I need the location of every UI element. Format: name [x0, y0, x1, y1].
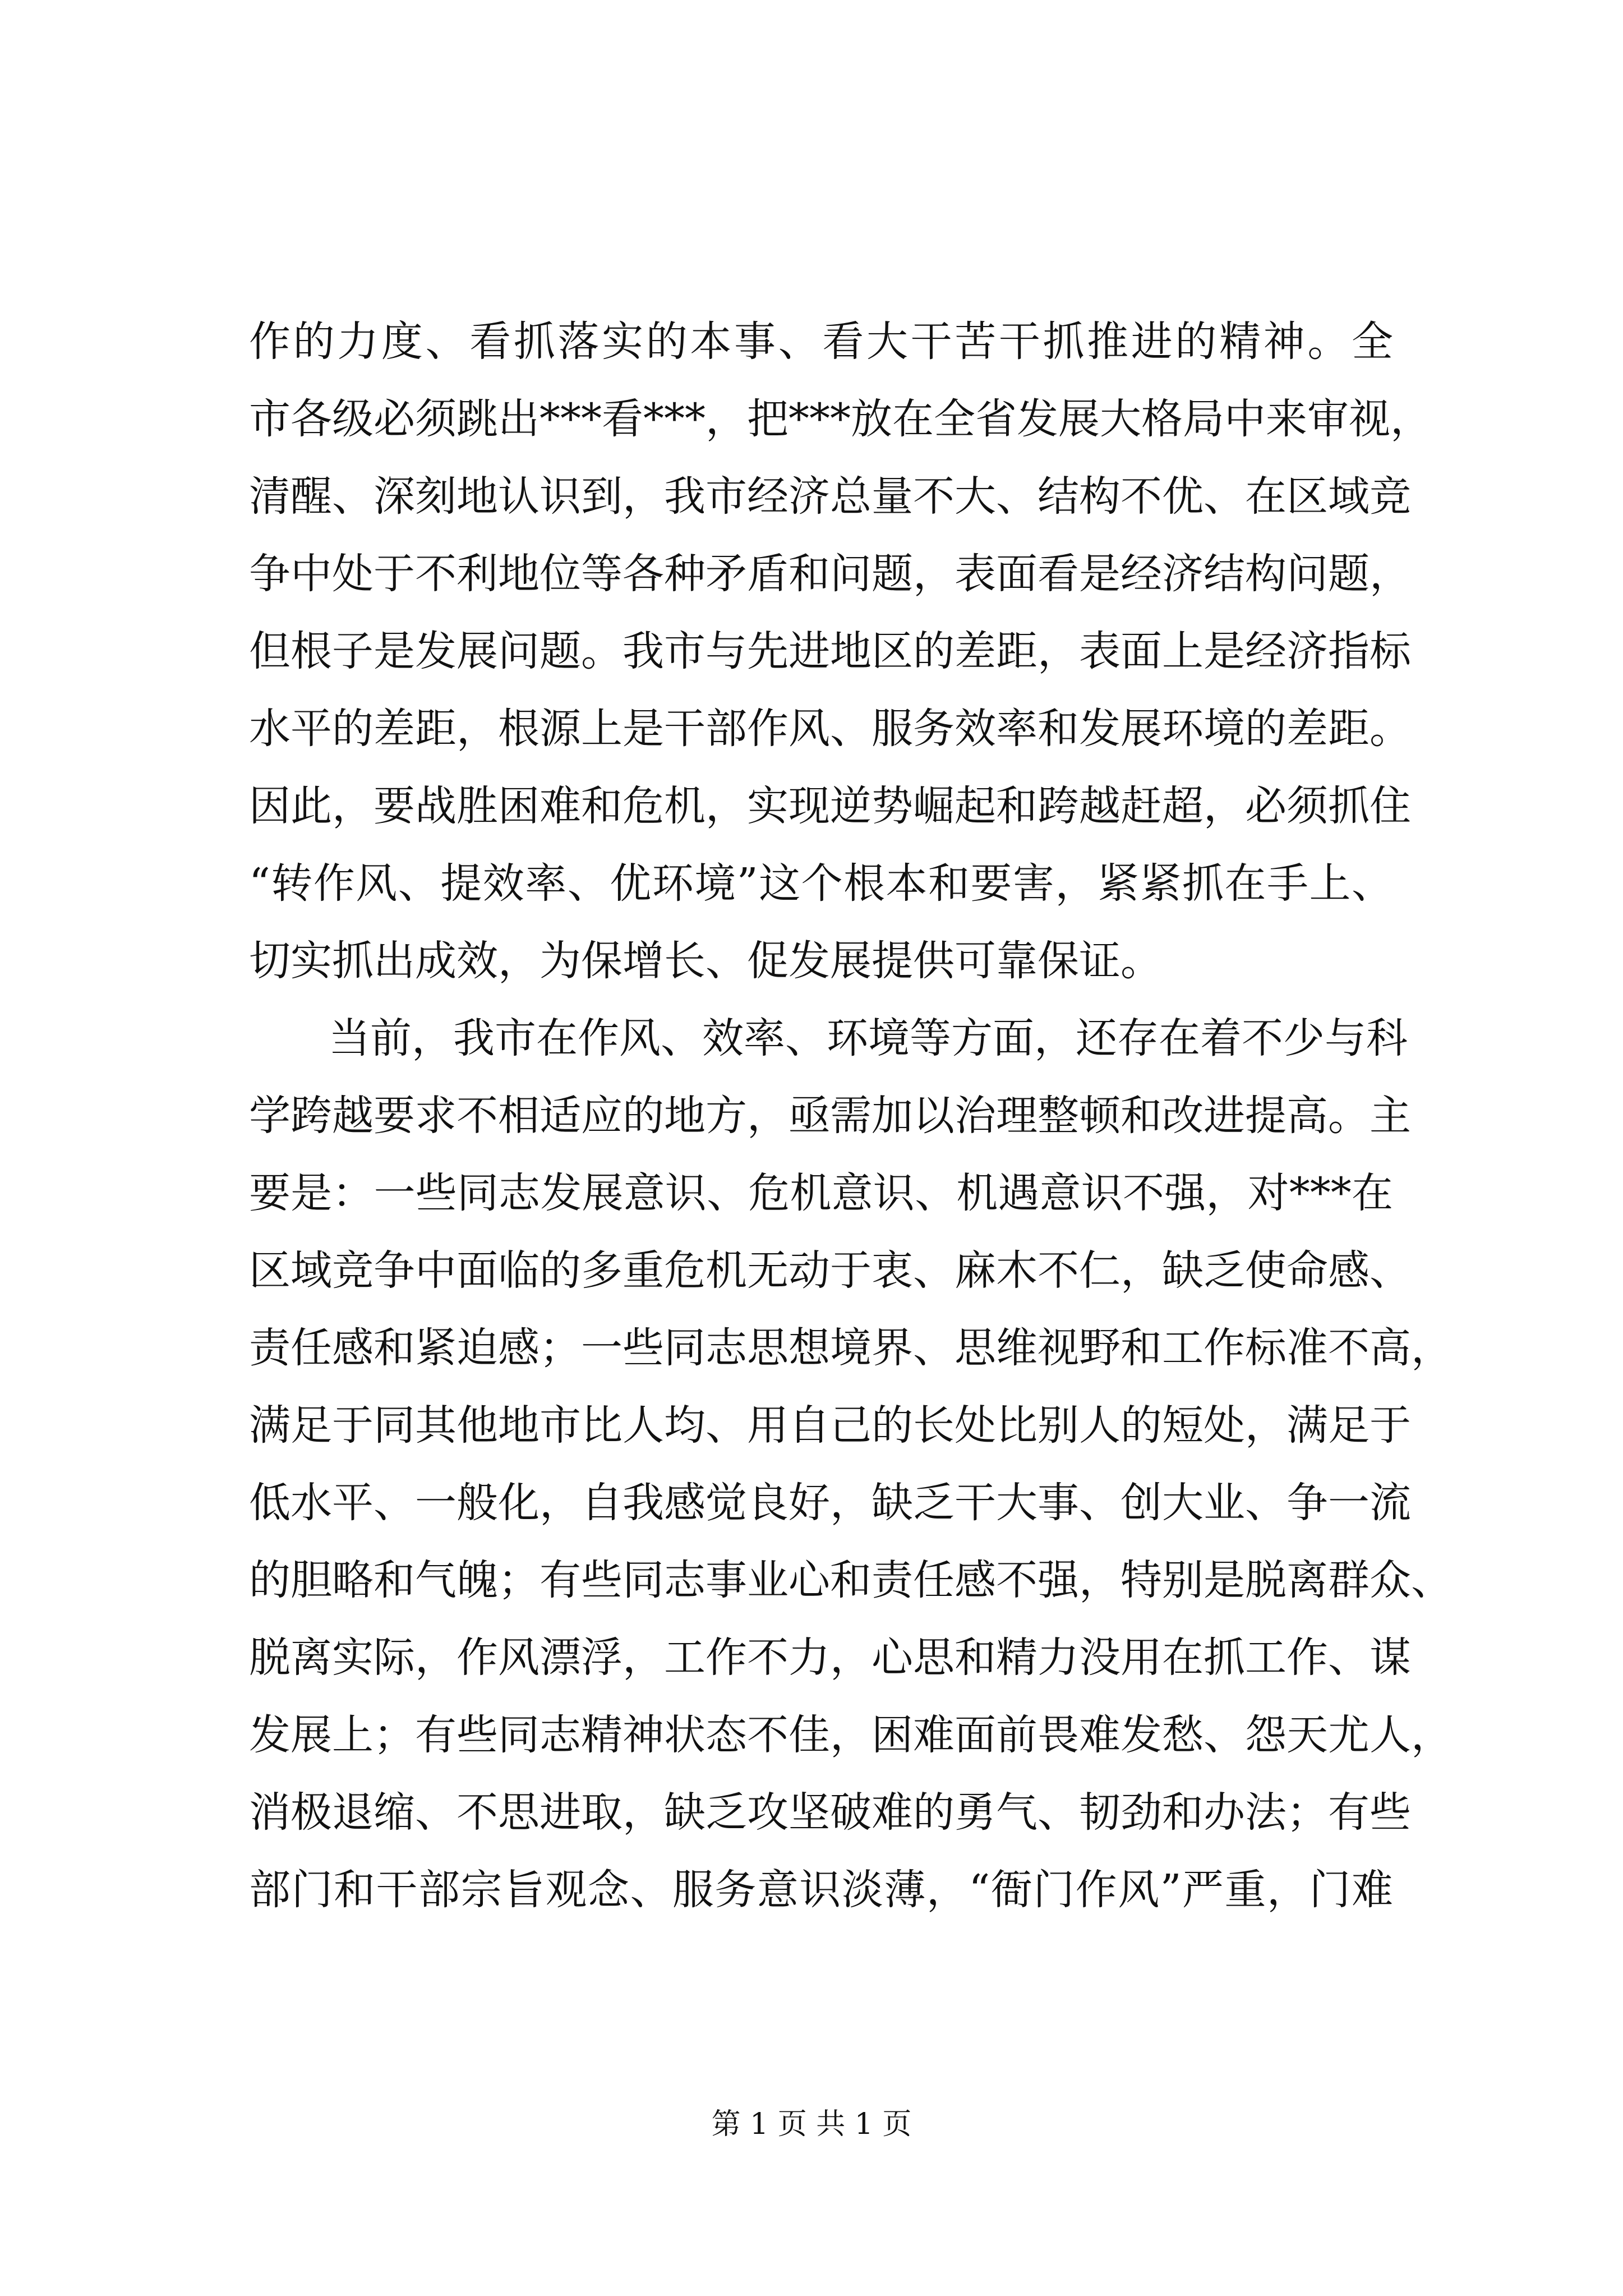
- page-number-label: 第 1 页 共 1 页: [711, 2108, 912, 2141]
- text-line: “转作风、提效率、优环境”这个根本和要害，紧紧抓在手上、: [249, 859, 1393, 908]
- text-line: 满足于同其他地市比人均、用自己的长处比别人的短处，满足于: [249, 1401, 1411, 1450]
- text-line: 水平的差距，根源上是干部作风、服务效率和发展环境的差距。: [249, 705, 1411, 753]
- text-line: 的胆略和气魄；有些同志事业心和责任感不强，特别是脱离群众、: [249, 1556, 1453, 1604]
- text-line: 当前，我市在作风、效率、环境等方面，还存在着不少与科: [329, 1014, 1408, 1062]
- text-line: 因此，要战胜困难和危机，实现逆势崛起和跨越赶超，必须抓住: [249, 782, 1411, 830]
- text-line: 学跨越要求不相适应的地方，亟需加以治理整顿和改进提高。主: [249, 1092, 1411, 1140]
- document-body: [249, 303, 1453, 1929]
- text-line: 脱离实际，作风漂浮，工作不力，心思和精力没用在抓工作、谋: [249, 1634, 1411, 1682]
- text-line: 低水平、一般化，自我感觉良好，缺乏干大事、创大业、争一流: [249, 1479, 1411, 1527]
- text-line: 责任感和紧迫感；一些同志思想境界、思维视野和工作标准不高，: [249, 1324, 1453, 1372]
- text-line: 区域竞争中面临的多重危机无动于衷、麻木不仁，缺乏使命感、: [249, 1246, 1411, 1295]
- paragraph-2: [249, 1000, 1453, 1929]
- text-line: 作的力度、看抓落实的本事、看大干苦干抓推进的精神。全: [249, 318, 1393, 366]
- text-line: 要是：一些同志发展意识、危机意识、机遇意识不强，对***在: [249, 1169, 1393, 1217]
- text-line: 消极退缩、不思进取，缺乏攻坚破难的勇气、韧劲和办法；有些: [249, 1788, 1411, 1837]
- text-line: 清醒、深刻地认识到，我市经济总量不大、结构不优、在区域竞: [249, 472, 1411, 521]
- page-footer: [0, 2105, 1623, 2144]
- text-line: 切实抓出成效，为保增长、促发展提供可靠保证。: [249, 937, 1162, 985]
- text-line: 市各级必须跳出***看***，把***放在全省发展大格局中来审视，: [249, 395, 1432, 443]
- paragraph-1: [249, 303, 1432, 1000]
- text-line: 部门和干部宗旨观念、服务意识淡薄，“衙门作风”严重，门难: [249, 1866, 1393, 1914]
- text-line: 但根子是发展问题。我市与先进地区的差距，表面上是经济指标: [249, 627, 1411, 675]
- text-line: 争中处于不利地位等各种矛盾和问题，表面看是经济结构问题，: [249, 550, 1411, 598]
- text-line: 发展上；有些同志精神状态不佳，困难面前畏难发愁、怨天尤人，: [249, 1711, 1453, 1759]
